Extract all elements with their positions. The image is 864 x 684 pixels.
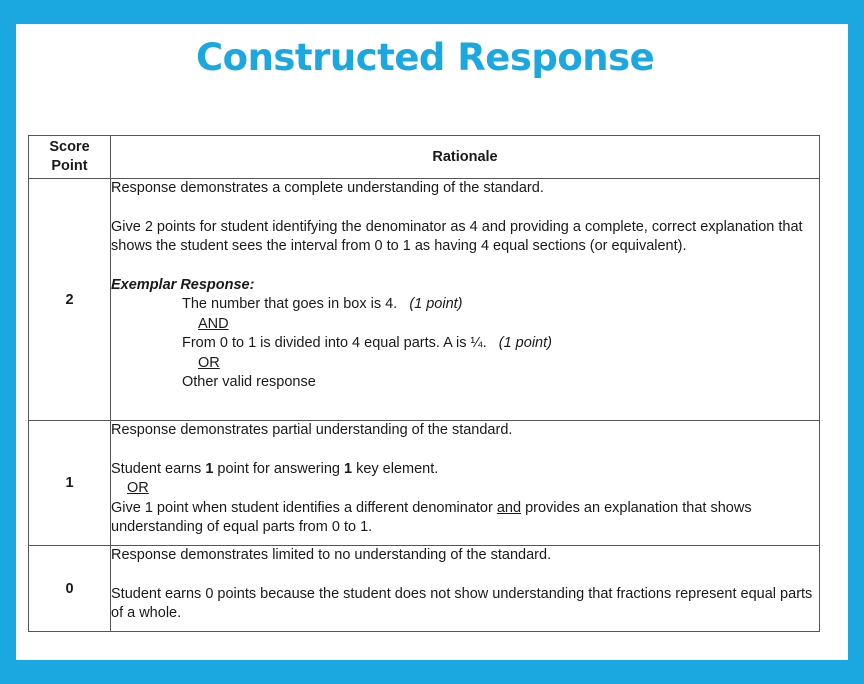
rationale-cell [111, 421, 820, 546]
text-run: provides an explanation that shows understanding of equal parts from 0 to 1. [111, 499, 752, 535]
rationale-line: Response demonstrates limited to no understanding of the standard. [111, 547, 552, 563]
table-header-row [29, 136, 820, 179]
text-run: Give 1 point when student identifies a different denominator [111, 499, 497, 516]
text-run: key element. [352, 460, 439, 477]
rationale-header: Rationale [111, 136, 820, 179]
exemplar-label: Exemplar Response: [111, 276, 255, 293]
rationale-line: Give 2 points for student identifying the denominator as 4 and providing a complete, correct explanation that shows the student sees the interval from 0 to 1 as having 4 equal sections (or equivalent). [111, 218, 803, 254]
exemplar-line: Other valid response [182, 374, 316, 390]
text-run: 1 [205, 460, 214, 477]
rationale-line: Response demonstrates a complete understanding of the standard. [111, 180, 544, 196]
slide [16, 24, 848, 660]
score-cell: 0 [29, 546, 111, 632]
and-label: AND [198, 315, 229, 332]
rationale-line [111, 460, 819, 480]
table-row [29, 179, 820, 421]
score-cell: 1 [29, 421, 111, 546]
rubric-table [28, 135, 820, 632]
score-header-line2: Point [51, 158, 88, 174]
rationale-cell [111, 546, 820, 632]
or-label: OR [127, 480, 149, 496]
rationale-cell [111, 179, 820, 421]
or-label: OR [198, 354, 220, 371]
text-run: 1 [343, 460, 353, 477]
text-run: Student earns [111, 460, 206, 477]
score-cell: 2 [29, 179, 111, 421]
table-row [29, 546, 820, 632]
text-run: point for answering [213, 460, 344, 477]
rationale-line: Response demonstrates partial understanding of the standard. [111, 422, 513, 438]
page-title: Constructed Response [196, 36, 655, 79]
exemplar-line [111, 334, 819, 354]
score-point-header [29, 136, 111, 179]
table-row [29, 421, 820, 546]
exemplar-text: From 0 to 1 is divided into 4 equal parts. A is ¼. [182, 335, 487, 351]
rationale-line [111, 499, 819, 538]
point-note: (1 point) [498, 335, 552, 351]
rationale-line: Student earns 0 points because the student does not show understanding that fractions represent equal parts of a whole. [111, 585, 813, 621]
point-note: (1 point) [409, 296, 463, 312]
text-run: and [496, 499, 522, 516]
exemplar-text: The number that goes in box is 4. [182, 296, 398, 312]
score-header-line1: Score [49, 139, 90, 155]
exemplar-line [111, 295, 819, 315]
